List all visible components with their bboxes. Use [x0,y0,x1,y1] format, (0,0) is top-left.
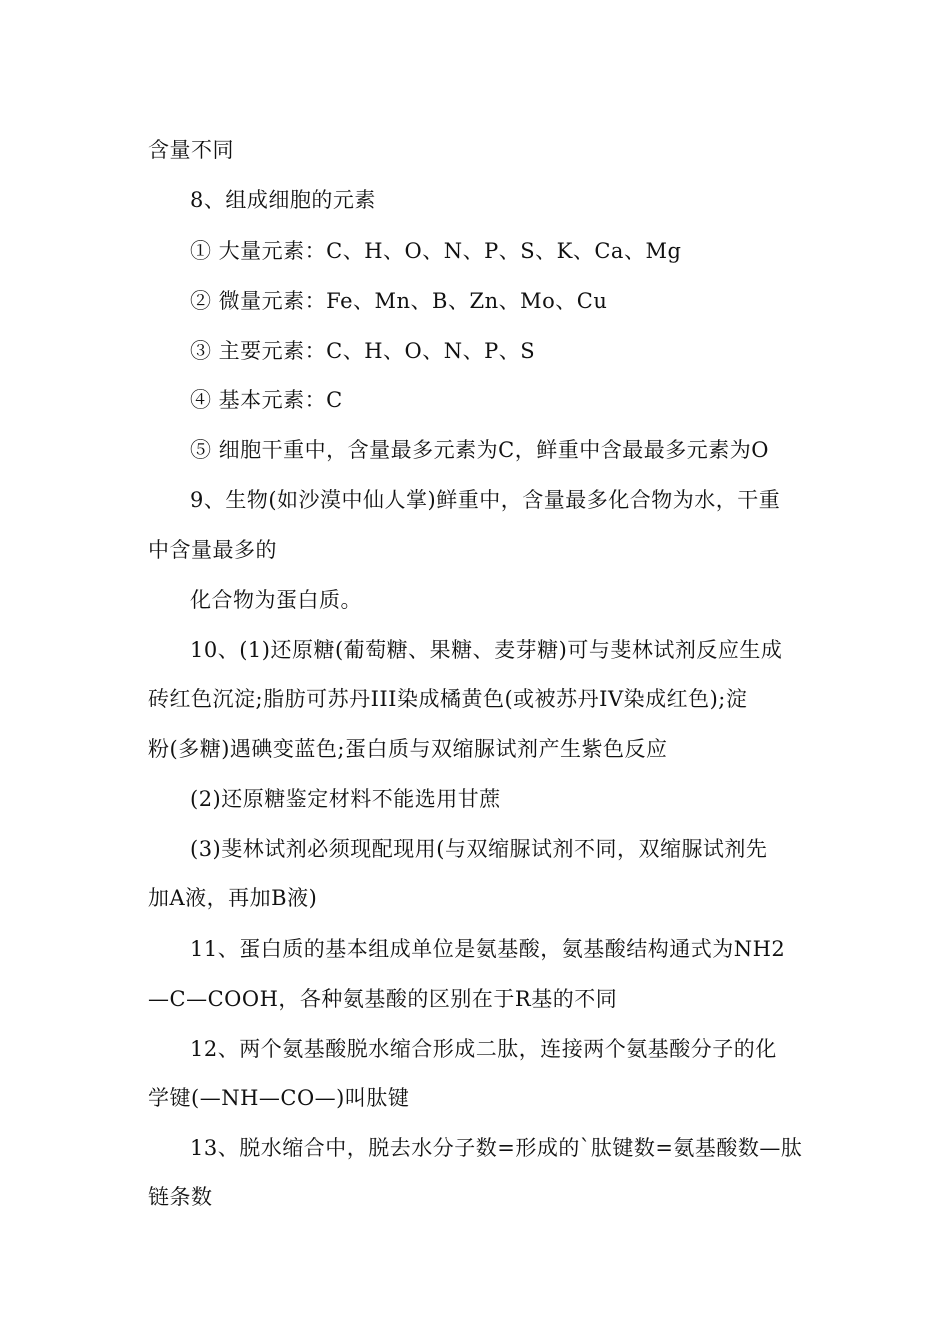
text-line: (2)还原糖鉴定材料不能选用甘蔗 [190,787,501,811]
list-item: ⑤ 细胞干重中，含量最多元素为C，鲜重中含最最多元素为O [190,438,769,462]
text-line: 13、脱水缩合中，脱去水分子数=形成的`肽键数=氨基酸数—肽 [190,1136,803,1160]
text-line: 12、两个氨基酸脱水缩合形成二肽，连接两个氨基酸分子的化 [190,1037,777,1061]
text-line: 学键(—NH—CO—)叫肽键 [148,1086,410,1110]
list-item: ② 微量元素：Fe、Mn、B、Zn、Mo、Cu [190,289,608,313]
text-line: 加A液，再加B液) [148,886,318,910]
text-line: 砖红色沉淀;脂肪可苏丹III染成橘黄色(或被苏丹IV染成红色);淀 [148,687,748,711]
list-item: ① 大量元素：C、H、O、N、P、S、K、Ca、Mg [190,239,682,263]
text-line: 链条数 [148,1185,213,1209]
text-line: 含量不同 [148,138,234,162]
list-item: ④ 基本元素：C [190,388,343,412]
text-line: (3)斐林试剂必须现配现用(与双缩脲试剂不同，双缩脲试剂先 [190,837,768,861]
text-line: 9、生物(如沙漠中仙人掌)鲜重中，含量最多化合物为水，干重 [190,488,781,512]
text-line: 中含量最多的 [148,538,277,562]
section-heading: 8、组成细胞的元素 [190,188,376,212]
text-line: 粉(多糖)遇碘变蓝色;蛋白质与双缩脲试剂产生紫色反应 [148,737,668,761]
text-line: 10、(1)还原糖(葡萄糖、果糖、麦芽糖)可与斐林试剂反应生成 [190,638,783,662]
text-line: —C—COOH，各种氨基酸的区别在于R基的不同 [148,987,618,1011]
list-item: ③ 主要元素：C、H、O、N、P、S [190,339,536,363]
text-line: 11、蛋白质的基本组成单位是氨基酸，氨基酸结构通式为NH2 [190,937,786,961]
text-line: 化合物为蛋白质。 [190,588,362,612]
